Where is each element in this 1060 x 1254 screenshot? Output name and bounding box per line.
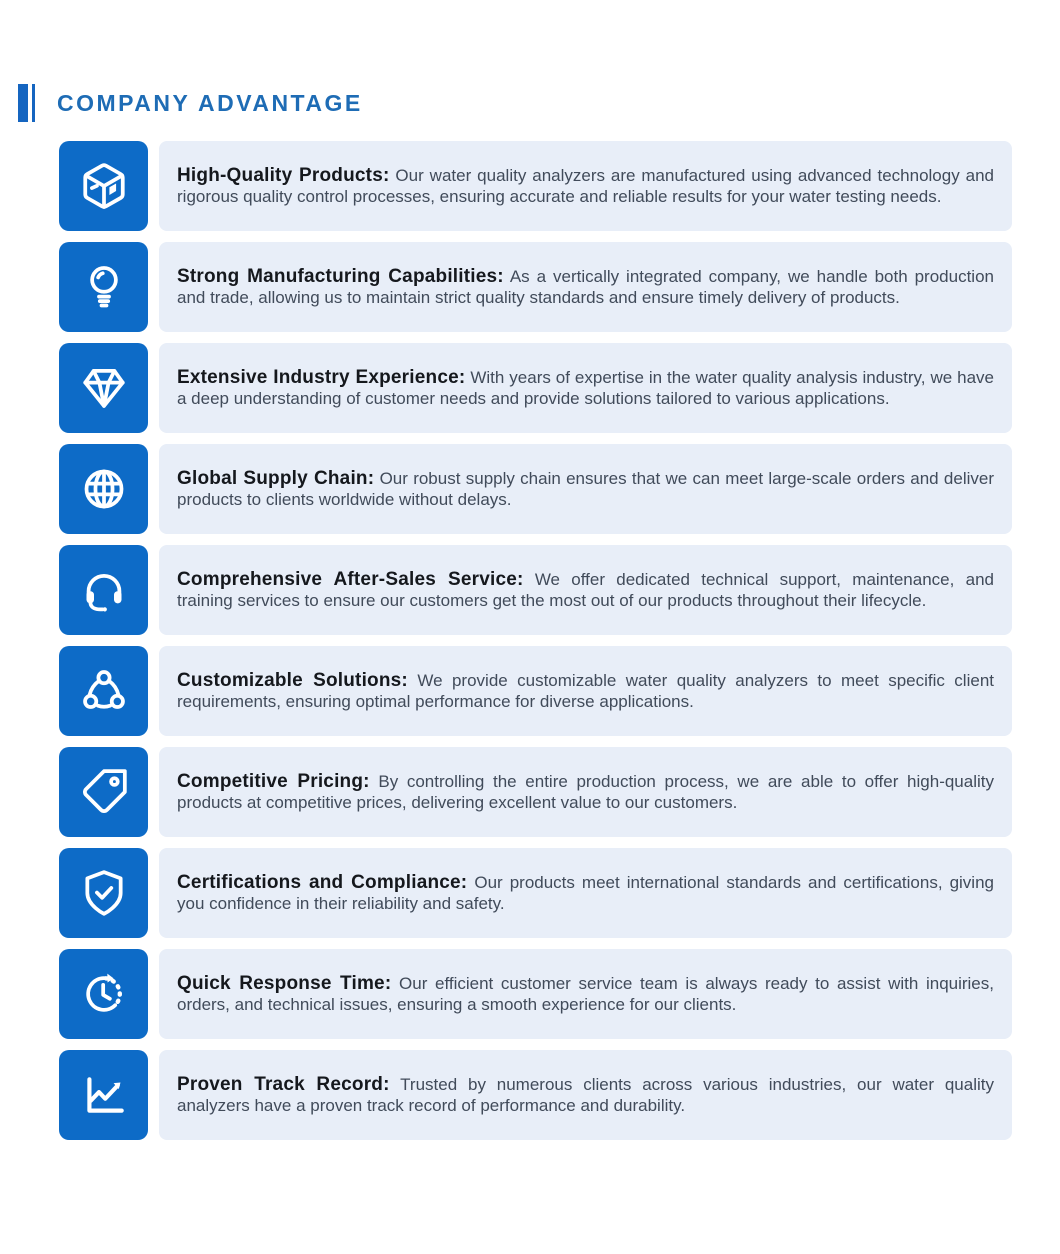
advantage-card (159, 747, 1012, 837)
advantage-card (159, 242, 1012, 332)
list-item (59, 343, 1012, 433)
list-item (59, 545, 1012, 635)
package-cube-icon (59, 141, 148, 231)
advantage-text: Extensive Industry Experience: With years of expertise in the water quality analysis industry, we have a deep understanding of customer needs and provide solutions tailored to various applications. (177, 366, 994, 408)
advantage-card (159, 444, 1012, 534)
price-tag-icon (59, 747, 148, 837)
advantage-text: Certifications and Compliance: Our products meet international standards and certifications, giving you confidence in their reliability and safety. (177, 871, 994, 913)
diamond-icon (59, 343, 148, 433)
list-item (59, 1050, 1012, 1140)
headset-icon (59, 545, 148, 635)
advantage-text: Proven Track Record: Trusted by numerous clients across various industries, our water quality analyzers have a proven track record of performance and durability. (177, 1073, 994, 1115)
list-item (59, 747, 1012, 837)
lightbulb-icon (59, 242, 148, 332)
list-item (59, 141, 1012, 231)
section-header (18, 84, 1060, 122)
advantage-text: Comprehensive After-Sales Service: We offer dedicated technical support, maintenance, and training services to ensure our customers get the most out of our products throughout their lifecycle. (177, 568, 994, 610)
advantage-card (159, 545, 1012, 635)
shield-check-icon (59, 848, 148, 938)
list-item (59, 848, 1012, 938)
advantage-text: High-Quality Products: Our water quality analyzers are manufactured using advanced technology and rigorous quality control processes, ensuring accurate and reliable results for your water testing needs. (177, 164, 994, 206)
network-nodes-icon (59, 646, 148, 736)
advantage-card (159, 848, 1012, 938)
list-item (59, 646, 1012, 736)
accent-bar-thick (18, 84, 28, 122)
list-item (59, 444, 1012, 534)
advantage-card (159, 141, 1012, 231)
advantage-text: Customizable Solutions: We provide customizable water quality analyzers to meet specific client requirements, ensuring optimal performance for diverse applications. (177, 669, 994, 711)
accent-bar-thin (32, 84, 35, 122)
page-title: COMPANY ADVANTAGE (57, 89, 363, 116)
advantage-card (159, 343, 1012, 433)
advantage-text: Quick Response Time: Our efficient customer service team is always ready to assist with inquiries, orders, and technical issues, ensuring a smooth experience for our clients. (177, 972, 994, 1014)
line-chart-icon (59, 1050, 148, 1140)
list-item (59, 242, 1012, 332)
advantage-text: Global Supply Chain: Our robust supply chain ensures that we can meet large-scale orders and deliver products to clients worldwide without delays. (177, 467, 994, 509)
clock-response-icon (59, 949, 148, 1039)
globe-icon (59, 444, 148, 534)
advantage-card (159, 1050, 1012, 1140)
advantage-text: Strong Manufacturing Capabilities: As a vertically integrated company, we handle both production and trade, allowing us to maintain strict quality standards and ensure timely delivery of products. (177, 265, 994, 307)
advantage-list (59, 141, 1012, 1140)
title-accent-marker (18, 84, 35, 122)
advantage-card (159, 949, 1012, 1039)
list-item (59, 949, 1012, 1039)
advantage-text: Competitive Pricing: By controlling the entire production process, we are able to offer high-quality products at competitive prices, delivering excellent value to our customers. (177, 770, 994, 812)
advantage-card (159, 646, 1012, 736)
